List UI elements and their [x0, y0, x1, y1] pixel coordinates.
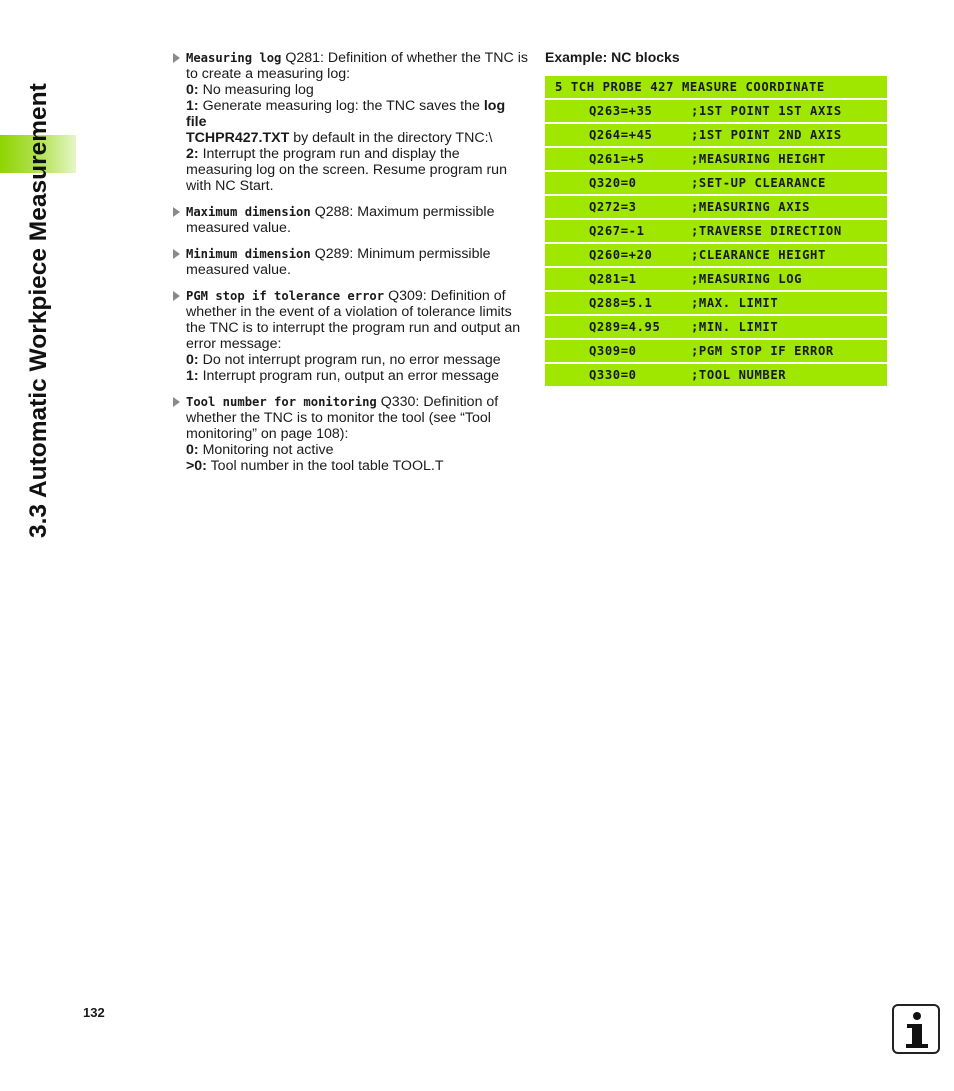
parameter-line: monitoring” on page 108):: [186, 426, 349, 442]
parameter-line: the TNC is to interrupt the program run and output an: [186, 320, 521, 336]
nc-block-row: Q288=5.1 ;MAX. LIMIT: [545, 292, 887, 314]
nc-block-header: 5 TCH PROBE 427 MEASURE COORDINATE: [545, 76, 887, 98]
parameter-line: measured value.: [186, 262, 291, 278]
info-icon: [892, 1004, 940, 1054]
nc-block-row: Q263=+35 ;1ST POINT 1ST AXIS: [545, 100, 887, 122]
bullet-triangle-icon: [173, 53, 180, 63]
parameter-code: Tool number for monitoring: [186, 395, 377, 409]
page-number: 132: [83, 1005, 105, 1020]
nc-block-row: Q267=-1 ;TRAVERSE DIRECTION: [545, 220, 887, 242]
parameter-list: [172, 50, 528, 484]
chapter-title: 3.3 Automatic Workpiece Measurement: [25, 83, 52, 538]
parameter-q: Q281: Definition of whether the TNC is: [281, 50, 528, 66]
parameter-code: PGM stop if tolerance error: [186, 289, 385, 303]
parameter-line: 2: Interrupt the program run and display the: [186, 146, 460, 162]
parameter-line: TCHPR427.TXT by default in the directory TNC:\: [186, 130, 493, 146]
nc-block-row: Q261=+5 ;MEASURING HEIGHT: [545, 148, 887, 170]
parameter-q: Q309: Definition of: [384, 288, 506, 304]
parameter-line: 0: No measuring log: [186, 82, 314, 98]
nc-block-row: Q289=4.95 ;MIN. LIMIT: [545, 316, 887, 338]
nc-block-row: Q330=0 ;TOOL NUMBER: [545, 364, 887, 386]
parameter-q: Q330: Definition of: [376, 394, 499, 410]
parameter-q: Q289: Minimum permissible: [310, 246, 491, 262]
parameter-minimum-dimension: [172, 246, 528, 278]
bullet-triangle-icon: [173, 397, 180, 407]
parameter-code: Minimum dimension: [186, 247, 311, 261]
parameter-line: error message:: [186, 336, 282, 352]
parameter-code: Measuring log: [186, 51, 282, 65]
parameter-q: Q288: Maximum permissible: [310, 204, 495, 220]
parameter-code: Maximum dimension: [186, 205, 311, 219]
parameter-line: whether in the event of a violation of tolerance limits: [186, 304, 512, 320]
parameter-maximum-dimension: [172, 204, 528, 236]
parameter-line: >0: Tool number in the tool table TOOL.T: [186, 458, 444, 474]
parameter-tool-number: [172, 394, 528, 474]
example-title: Example: NC blocks: [545, 49, 680, 65]
parameter-line: whether the TNC is to monitor the tool (see “Tool: [186, 410, 491, 426]
bullet-triangle-icon: [173, 291, 180, 301]
nc-block-row: Q309=0 ;PGM STOP IF ERROR: [545, 340, 887, 362]
bullet-triangle-icon: [173, 249, 180, 259]
parameter-line: measuring log on the screen. Resume program run: [186, 162, 507, 178]
parameter-pgm-stop: [172, 288, 528, 384]
nc-block-row: Q320=0 ;SET-UP CLEARANCE: [545, 172, 887, 194]
nc-block-row: Q281=1 ;MEASURING LOG: [545, 268, 887, 290]
parameter-line: with NC Start.: [186, 178, 274, 194]
bullet-triangle-icon: [173, 207, 180, 217]
parameter-line: 0: Monitoring not active: [186, 442, 334, 458]
parameter-line: 0: Do not interrupt program run, no error message: [186, 352, 501, 368]
nc-block-table: [545, 76, 887, 388]
nc-block-row: Q260=+20 ;CLEARANCE HEIGHT: [545, 244, 887, 266]
parameter-line: measured value.: [186, 220, 291, 236]
parameter-line: 1: Interrupt program run, output an error message: [186, 368, 500, 384]
parameter-measuring-log: [172, 50, 528, 194]
parameter-line: to create a measuring log:: [186, 66, 351, 82]
nc-block-row: Q272=3 ;MEASURING AXIS: [545, 196, 887, 218]
parameter-line: 1: Generate measuring log: the TNC saves the log file: [186, 98, 506, 130]
nc-block-row: Q264=+45 ;1ST POINT 2ND AXIS: [545, 124, 887, 146]
